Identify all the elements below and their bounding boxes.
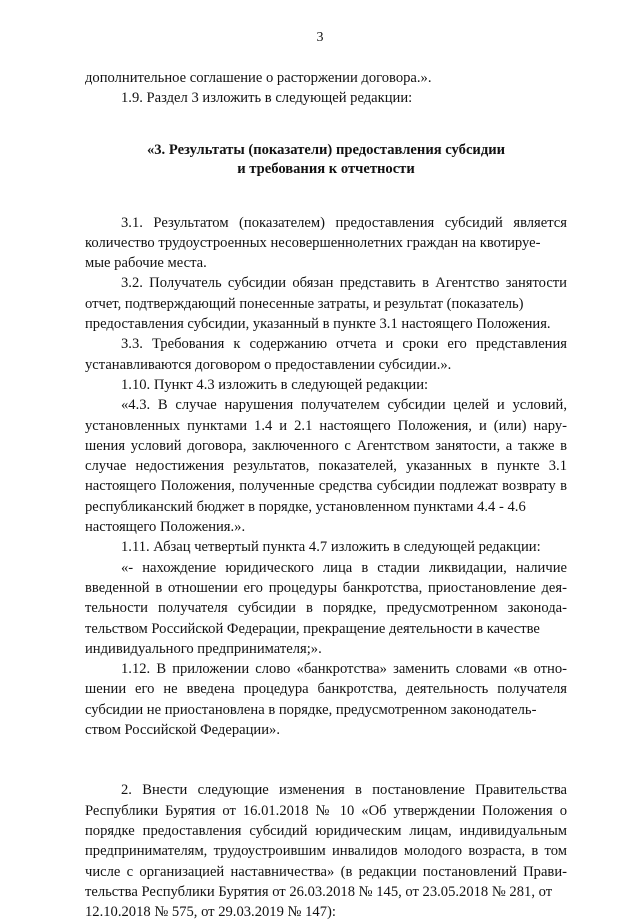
paragraph: 3.2. Получатель субсидии обязан представить в Агентство занятости отчет, подтверждающий понесенные затраты, и результат (показатель) <box>85 275 567 312</box>
paragraph: 1.10. Пункт 4.3 изложить в следующей редакции: <box>121 376 429 393</box>
paragraph: «4.3. В случае нарушения получателем субсидии целей и условий, установленных пунктами 1.4 и 2.1 настоящего Положения, и (или) нару- шения условий договора, заключенного с Агентством занятости, а также в случае недостижения результатов, показателей, указанных в пункте 3.1 настоящего Положения, полученные средства субсидии подлежат возврату в республиканский бюджет в порядке, установленном пунктами 4.4 - 4.6 <box>85 397 567 515</box>
paragraph: 1.12. В приложении слово «банкротства» заменить словами «в отно- шении его не введена процедура банкротства, деятельность получателя субсидии не приостановлена в порядке, предусмотренном законодатель- <box>85 661 567 718</box>
section-heading <box>85 141 567 179</box>
heading-line: и требования к отчетности <box>237 160 415 177</box>
paragraph: 3.3. Требования к содержанию отчета и сроки его представления <box>121 336 567 353</box>
page-number: 3 <box>316 30 324 45</box>
heading-line: «3. Результаты (показатели) предоставления субсидии <box>146 141 506 158</box>
paragraph: 1.11. Абзац четвертый пункта 4.7 изложить в следующей редакции: <box>121 539 541 556</box>
paragraph: предоставления субсидии, указанный в пункте 3.1 настоящего Положения. <box>85 316 551 333</box>
paragraph: индивидуального предпринимателя;». <box>85 640 322 657</box>
paragraph: 3.1. Результатом (показателем) предоставления субсидий является количество трудоустроенных несовершеннолетних граждан на квотируе- <box>85 214 567 251</box>
paragraph: мые рабочие места. <box>85 255 207 272</box>
paragraph: 2. Внести следующие изменения в постановление Правительства Республики Бурятия от 16.01.2018 № 10 «Об утверждении Положения о порядке предоставления субсидий юридическим лицам, индивидуальным предпринимателям, трудоустроившим инвалидов молодого возраста, в том числе с организацией наставничества» (в редакции постановлений Прави- тельства Республики Бурятия от 26.03.2018 № 145, от 23.05.2018 № 281, от <box>85 782 567 900</box>
paragraph: настоящего Положения.». <box>85 519 246 536</box>
document-body <box>85 68 567 922</box>
paragraph: дополнительное соглашение о расторжении договора.». <box>85 70 432 86</box>
paragraph: 12.10.2018 № 575, от 29.03.2019 № 147): <box>85 904 336 921</box>
paragraph: «- нахождение юридического лица в стадии ликвидации, наличие введенной в отношении его процедуры банкротства, приостановление дея- тельности получателя субсидии в порядке, предусмотренном законода- тельством Российской Федерации, прекращение деятельности в качестве <box>85 559 567 637</box>
paragraph: 1.9. Раздел 3 изложить в следующей редакции: <box>121 90 413 107</box>
paragraph: устанавливаются договором о предоставлении субсидии.». <box>85 356 452 373</box>
paragraph: ством Российской Федерации». <box>85 722 280 739</box>
